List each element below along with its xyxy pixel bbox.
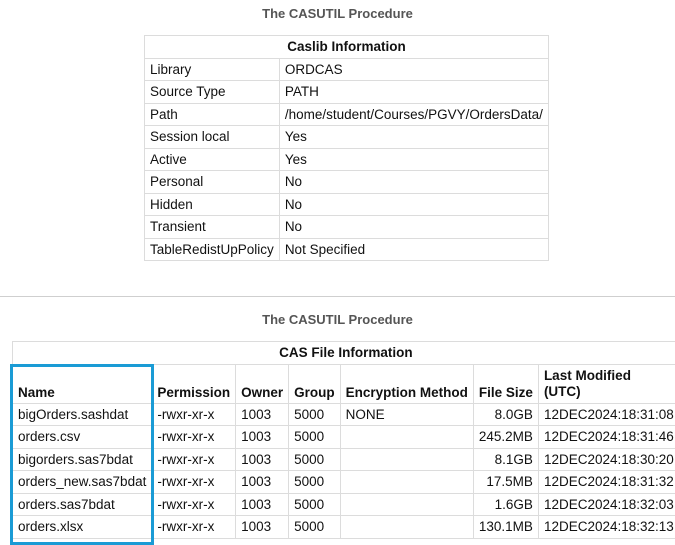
table-row — [145, 58, 549, 81]
row-value: Yes — [279, 148, 548, 171]
row-value: No — [279, 216, 548, 239]
cell-name: bigorders.sas7bdat — [13, 448, 152, 471]
column-header-encryption: Encryption Method — [340, 364, 473, 403]
row-value: Yes — [279, 126, 548, 149]
row-value: No — [279, 193, 548, 216]
column-header-last-modified — [538, 364, 675, 403]
cell-last-modified: 12DEC2024:18:32:13 — [538, 516, 675, 539]
cell-group: 5000 — [289, 403, 341, 426]
row-key: Source Type — [145, 81, 280, 104]
column-header-permission: Permission — [152, 364, 236, 403]
row-key: Library — [145, 58, 280, 81]
table-row — [145, 216, 549, 239]
row-value: No — [279, 171, 548, 194]
table-row — [145, 81, 549, 104]
cell-owner: 1003 — [236, 471, 289, 494]
row-value: ORDCAS — [279, 58, 548, 81]
cell-file-size: 8.0GB — [473, 403, 538, 426]
cell-file-size: 245.2MB — [473, 426, 538, 449]
cell-name: orders.csv — [13, 426, 152, 449]
table-caption: Caslib Information — [145, 36, 549, 59]
row-key: TableRedistUpPolicy — [145, 238, 280, 261]
cell-name: bigOrders.sashdat — [13, 403, 152, 426]
header-line: (UTC) — [543, 383, 581, 399]
cell-permission: -rwxr-xr-x — [152, 403, 236, 426]
cell-encryption: NONE — [340, 403, 473, 426]
row-value: /home/student/Courses/PGVY/OrdersData/ — [279, 103, 548, 126]
cell-encryption — [340, 471, 473, 494]
cell-permission: -rwxr-xr-x — [152, 426, 236, 449]
cell-last-modified: 12DEC2024:18:32:03 — [538, 493, 675, 516]
row-value: Not Specified — [279, 238, 548, 261]
table-row — [145, 126, 549, 149]
column-header-owner: Owner — [236, 364, 289, 403]
row-value: PATH — [279, 81, 548, 104]
table-row — [145, 238, 549, 261]
cell-permission: -rwxr-xr-x — [152, 493, 236, 516]
cell-group: 5000 — [289, 471, 341, 494]
cell-last-modified: 12DEC2024:18:30:20 — [538, 448, 675, 471]
cell-file-size: 8.1GB — [473, 448, 538, 471]
caslib-information-table — [144, 35, 549, 261]
cell-file-size: 130.1MB — [473, 516, 538, 539]
cell-name: orders_new.sas7bdat — [13, 471, 152, 494]
cell-file-size: 17.5MB — [473, 471, 538, 494]
row-key: Hidden — [145, 193, 280, 216]
cell-encryption — [340, 448, 473, 471]
cell-last-modified: 12DEC2024:18:31:46 — [538, 426, 675, 449]
table-caption-row — [145, 36, 549, 59]
column-header-group: Group — [289, 364, 341, 403]
table-caption-row — [13, 342, 675, 365]
name-column-highlight — [10, 364, 154, 545]
procedure-title-files: The CASUTIL Procedure — [262, 312, 413, 327]
cell-permission: -rwxr-xr-x — [152, 448, 236, 471]
table-row — [145, 103, 549, 126]
cell-group: 5000 — [289, 493, 341, 516]
section-divider — [0, 296, 675, 297]
row-key: Personal — [145, 171, 280, 194]
row-key: Path — [145, 103, 280, 126]
cell-owner: 1003 — [236, 403, 289, 426]
column-header-name: Name — [13, 364, 152, 403]
header-line: Last Modified — [543, 367, 631, 383]
cell-owner: 1003 — [236, 493, 289, 516]
cell-last-modified: 12DEC2024:18:31:08 — [538, 403, 675, 426]
row-key: Transient — [145, 216, 280, 239]
cell-encryption — [340, 426, 473, 449]
cell-last-modified: 12DEC2024:18:31:32 — [538, 471, 675, 494]
table-row — [145, 193, 549, 216]
row-key: Active — [145, 148, 280, 171]
cell-permission: -rwxr-xr-x — [152, 471, 236, 494]
cell-file-size: 1.6GB — [473, 493, 538, 516]
table-caption: CAS File Information — [13, 342, 675, 365]
cell-owner: 1003 — [236, 516, 289, 539]
cell-owner: 1003 — [236, 426, 289, 449]
cell-name: orders.sas7bdat — [13, 493, 152, 516]
cell-group: 5000 — [289, 426, 341, 449]
cell-group: 5000 — [289, 448, 341, 471]
cell-name: orders.xlsx — [13, 516, 152, 539]
table-row — [145, 148, 549, 171]
row-key: Session local — [145, 126, 280, 149]
table-row — [145, 171, 549, 194]
cell-encryption — [340, 516, 473, 539]
cell-encryption — [340, 493, 473, 516]
column-header-file-size: File Size — [473, 364, 538, 403]
cell-group: 5000 — [289, 516, 341, 539]
procedure-title-caslib: The CASUTIL Procedure — [262, 6, 413, 21]
cell-owner: 1003 — [236, 448, 289, 471]
cell-permission: -rwxr-xr-x — [152, 516, 236, 539]
